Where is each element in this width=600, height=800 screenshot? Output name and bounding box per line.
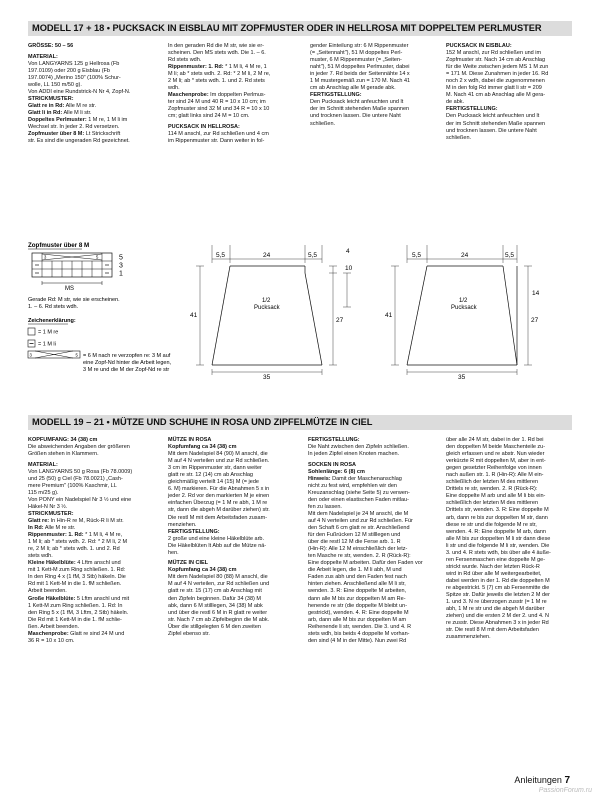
dimension-label: 35 <box>458 374 466 381</box>
text-line: noch 2 x wdh, dabei die zugenommenen <box>446 78 545 85</box>
text-line: str. Nach 7 cm ab Zipfelbeginn die M abk. <box>168 616 270 623</box>
text-line: de abk. <box>446 99 465 106</box>
subheading: PUCKSACK IN HELLROSA: <box>168 124 240 131</box>
text-line: für den Fußrücken 12 M stilllegen und <box>308 532 401 539</box>
text-line: Die Naht zwischen den Zipfeln schließen. <box>308 444 409 451</box>
legend-entry: = 1 M li <box>38 341 56 348</box>
text-line: li str und die folgende M li str, wenden. Die <box>446 542 550 549</box>
text-line: Zopfmuster über 8 M: Lt Strickschrift <box>28 131 121 138</box>
text-line: alle M bis zur doppelten M li str dann diese <box>446 535 551 542</box>
subheading: STRICKMUSTER: <box>28 95 74 102</box>
s1-column-2 <box>168 43 296 145</box>
text-line: gender Einteilung str: 6 M Rippenmuster <box>310 43 409 49</box>
text-line: 3 cm im Rippenmuster str, dann weiter <box>168 465 262 472</box>
text-line: glatt re str. 12 (14) cm ab Anschlag <box>168 472 253 479</box>
text-line: (= „Seitennaht"), 51 M doppeltes Perl- <box>310 50 403 57</box>
chart-note: Gerade Rd: M str, wie sie erscheinen. <box>28 297 120 303</box>
s1-column-1 <box>28 43 156 145</box>
text-line: über die restl 12 M die Ferse arb. 1. R <box>308 539 401 546</box>
text-line: Größen stehen in Klammern. <box>28 451 99 458</box>
chart-ms-label: MS <box>65 286 74 292</box>
chart-note: 1. – 6. Rd stets wdh. <box>28 304 79 310</box>
text-line: 197.0074) „Merino 150" (100% Schur- <box>28 74 121 81</box>
text-line: re abgestrickt. 5 (7) cm ab Fersenmitte die <box>446 584 550 591</box>
text-line: Doppeltes Perlmuster: 1 M re, 1 M li im <box>28 116 128 123</box>
text-line: str, dann die abgeh M darüber ziehen) str. <box>168 507 270 514</box>
text-line: 152 M anschl, zur Rd schließen und im <box>446 50 542 57</box>
text-line: 115 m/25 g). <box>28 489 59 496</box>
text-line: M li; ab * stets wdh. 2. Rd: * 2 M li, 2 M re, <box>168 71 271 78</box>
subheading: FERTIGSTELLUNG: <box>168 528 220 535</box>
text-line: schließlich der letzten M des mittleren <box>446 479 539 486</box>
text-line: Zipfel ebenso str. <box>168 630 210 637</box>
text-line: 1. und 3. N re überzogen zusstr (= 1 M re <box>446 599 547 606</box>
s2-column-2 <box>168 437 296 638</box>
text-line: schließen. <box>446 134 472 141</box>
text-line: den Zipfeln beginnen. Dafür 34 (38) M <box>168 595 261 602</box>
text-line: wenden. 4. R: Eine doppelte M arb, dann <box>446 528 546 535</box>
text-line: stets wdh. <box>28 553 53 560</box>
text-line: gleich erfassen und re abstr. Nun wieder <box>446 451 545 458</box>
text-line: Die restl M mit dem Arbeitsfaden zusam- <box>168 514 268 521</box>
text-line: den Ring 5 x (1 fM, 3 Lftm, 2 Stb) häkeln. <box>28 609 129 616</box>
text-line: Hinweis: Damit der Maschenanschlag <box>308 475 402 482</box>
schematic-pucksack-hellrosa <box>190 245 370 380</box>
text-line: cm ab Anschlag alle M gerade abk. <box>310 85 396 92</box>
subheading: MÜTZE IN CIEL <box>168 560 209 567</box>
text-line: str. Es sind die ungeraden Rd gezeichnet. <box>28 138 130 145</box>
text-line: 36 R = 10 x 10 cm. <box>28 637 75 644</box>
watermark: PassionForum.ru <box>538 787 592 794</box>
footer-label: Anleitungen <box>514 775 562 785</box>
chart-row-label: 3 <box>119 262 123 270</box>
s1-column-3 <box>310 43 438 128</box>
subheading: Kopfumfang ca 34 (38) cm <box>168 444 237 451</box>
svg-text:3: 3 <box>44 254 47 260</box>
text-line: In den geraden Rd die M str, wie sie er- <box>168 43 264 49</box>
text-line: fen zu lassen. <box>308 503 342 510</box>
text-line: Eine doppelte M arbeiten. Dafür den Faden vor <box>308 560 423 567</box>
text-line: Maschenprobe: Im doppelten Perlmus- <box>168 92 266 99</box>
text-line: Große Häkelblüte: 5 Lftm anschl und mit <box>28 595 130 602</box>
text-line: muster, 6 M Rippenmuster (= „Seiten- <box>310 57 402 64</box>
subheading: STRICKMUSTER: <box>28 510 74 517</box>
text-line: verkürzte R mit doppelten M, aber in ent- <box>446 458 546 465</box>
text-line: M in den folg Rd immer glatt li str = 209 <box>446 85 542 92</box>
legend-entry: eine Zopf-Nd hinter die Arbeit legen, <box>83 360 172 366</box>
text-line: Eine doppelte M arb und alle M li bis ein- <box>446 493 546 500</box>
dimension-label: 24 <box>263 252 271 259</box>
text-line: und 25 (50) g Ciel (Fb 78.0021) „Cash- <box>28 475 123 482</box>
text-line: die Arbeit legen, die 1. M li abh, M und <box>308 567 402 574</box>
text-line: str. Die restl 8 M mit dem Arbeitsfaden <box>446 627 539 634</box>
text-line: M auf 4 N verteilen, zur Rd schließen und <box>168 581 270 588</box>
text-line: Rippenmuster: 1. Rd: * 1 M li, 4 M re, <box>28 532 123 539</box>
dimension-label: 14 <box>532 290 540 297</box>
text-line: (Hin-R): Alle 12 M einschließlich der letz- <box>308 546 408 553</box>
text-line: Die Häkelblüten lt Abb auf die Mütze nä- <box>168 542 267 549</box>
text-line: Rippenmuster: 1. Rd: * 1 M li, 4 M re, 1 <box>168 64 267 71</box>
text-line: dabei werden in der 1. Rd die doppelten M <box>446 577 550 584</box>
text-line: 2 große und eine kleine Häkelblüte arb. <box>168 535 265 542</box>
chart-row-label: 1 <box>119 270 123 278</box>
text-line: ten Masche re str, wenden. 2. R (Rück-R): <box>308 553 411 560</box>
text-line: glatt re str. 15 (17) cm ab Anschlag mit <box>168 588 262 595</box>
dimension-label: 27 <box>336 317 344 324</box>
text-line: Maschenprobe: Glatt re sind 24 M und <box>28 630 125 637</box>
text-line: Faden zus abh und den Faden fest nach <box>308 574 407 581</box>
text-line: wolle, LL 150 m/50 g). <box>28 81 82 88</box>
text-line: In den Ring 4 x (1 fM, 3 Stb) häkeln. Die <box>28 574 126 581</box>
text-line: gegen gesetzter Reihenfolge von innen <box>446 465 542 472</box>
s1-column-4 <box>446 43 574 142</box>
page-footer <box>514 775 570 786</box>
text-line: diese re str und die folgende M re str, <box>446 521 537 528</box>
text-line: In Rd: Alle M re str. <box>28 525 76 532</box>
text-line: Mit dem Nadelspiel je 24 M anschl, die M <box>308 510 409 517</box>
chart-row-label: 5 <box>119 254 123 262</box>
legend-entry: 3 M re und die M der Zopf-Nd re str <box>83 367 170 373</box>
dimension-label: 4 <box>346 248 350 255</box>
piece-label: Pucksack <box>254 305 280 311</box>
text-line: Drittels str, wenden. 3. R: Eine doppelte M <box>446 507 549 514</box>
text-line: hen. <box>168 549 179 556</box>
legend-entry: = 1 M re <box>38 329 59 336</box>
text-line: 1 M li; ab * stets wdh. 2. Rd: * 2 M li, 2 M <box>28 539 128 546</box>
legend-entry: = 6 M nach re verzopfen re: 3 M auf <box>83 353 171 359</box>
text-line: stets wdh, bis beids 4 doppelte M vorhan- <box>308 630 410 637</box>
text-line: einfachen Überzug (= 1 M re abh, 1 M re <box>168 500 268 507</box>
text-line: Den Pucksack leicht anfeuchten und lt <box>446 113 540 120</box>
text-line: 114 M anschl, zur Rd schließen und 4 cm <box>168 131 269 138</box>
piece-label: Pucksack <box>451 305 477 311</box>
text-line: ziehen) und die ersten 2 M der 2. und 4. N <box>446 613 550 620</box>
text-line: Glatt re: In Hin-R re M, Rück-R li M str. <box>28 518 124 525</box>
text-line: und trocknen lassen. Die untere Naht <box>310 113 401 120</box>
text-line: wenden. 3. R: Eine doppelte M arbeiten, <box>308 588 407 595</box>
text-line: für die Weite zwischen jedem MS 1 M zun <box>446 64 549 71</box>
s2-column-3 <box>308 437 436 645</box>
text-line: zusammenziehen. <box>446 634 491 641</box>
svg-text:3: 3 <box>29 352 32 358</box>
text-line: cm; glatt links sind 24 M = 10 cm. <box>168 113 250 120</box>
subheading: FERTIGSTELLUNG: <box>310 92 362 99</box>
text-line: re zusstr. Diese Abnahmen 3 x in jeder Rd <box>446 620 549 627</box>
text-line: Drittels re str, wenden. 2. R (Rück-R): <box>446 486 538 493</box>
cable-chart-area <box>28 238 172 388</box>
text-line: 2 M li; ab * stets wdh. 1. und 2. Rd stets <box>168 78 265 85</box>
text-line: 197.0109) oder 200 g Eisblau (Fb <box>28 67 110 74</box>
dimension-label: 5,5 <box>308 252 318 259</box>
text-line: Reihenende li str, wenden. Die 3. und 4. R <box>308 623 412 630</box>
svg-text:5: 5 <box>96 254 99 260</box>
text-line: Über die stillgelegten 6 M den zweiten <box>168 623 261 630</box>
text-line: scheinen. Den MS stets wdh. Die 1. – 6. <box>168 50 266 57</box>
text-line: mit 1 Kett-M zum Ring schließen. 1. Rd: <box>28 567 126 574</box>
text-line: nach außen str. 1. R (Hin-R): Alle M ein- <box>446 472 544 479</box>
text-line: = 171 M. Diese Zunahmen in jeder 16. Rd <box>446 71 549 78</box>
chart-title: Zopfmuster über 8 M <box>28 242 90 249</box>
dimension-label: 5,5 <box>216 252 226 259</box>
text-line: menziehen. <box>168 521 197 528</box>
text-line: abk, dann 6 M stilllegen, 34 (38) M abk <box>168 602 263 609</box>
knit-stitch-symbol <box>28 328 35 335</box>
text-line: und über die restl 6 M in R glatt re weiter <box>168 609 268 616</box>
text-line: wdh. <box>168 85 180 92</box>
text-line: hinten ziehen. Anschließend alle M li str, <box>308 581 406 588</box>
text-line: Zopfmuster str. Nach 14 cm ab Anschlag <box>446 57 546 64</box>
section-title-modell-19-21: MODELL 19 – 21 • MÜTZE UND SCHUHE IN ROSA UND ZIPFELMÜTZE IN CIEL <box>28 415 572 430</box>
text-line: ren Fersenmaschen eine doppelte M ge- <box>446 556 546 563</box>
text-line: Rd stets wdh. <box>168 57 202 64</box>
subheading: FERTIGSTELLUNG: <box>446 106 498 113</box>
text-line: Die abweichenden Angaben der größeren <box>28 444 130 451</box>
text-line: im Rippenmuster str. Dann weiter in fol- <box>168 138 265 145</box>
text-line: Von LANGYARNS 125 g Hellrosa (Fb <box>28 60 120 67</box>
text-line: mere Premium" (100% Kaschmir, LL <box>28 482 117 489</box>
chart-grid <box>32 253 112 277</box>
subheading: MÜTZE IN ROSA <box>168 437 212 443</box>
s2-column-4 <box>446 437 574 641</box>
text-line: Häkel-N Nr 3 ½. <box>28 503 68 510</box>
text-line: Glatt li in Rd: Alle M li str. <box>28 109 92 116</box>
dimension-label: 10 <box>345 265 353 272</box>
text-line: Kreuzanschlag (siehe Seite 5) zu verwen- <box>308 489 410 496</box>
text-line: M auf 4 N verteilen und zur Rd schließen. <box>168 458 270 465</box>
text-line: den oder einen elastischen Faden mitlau- <box>308 496 409 503</box>
text-line: strickt wurde. Nach der letzten Rück-R <box>446 563 540 570</box>
text-line: Mit dem Nadelspiel 84 (90) M anschl, die <box>168 451 268 458</box>
subheading: Sohlenlänge: 6 (8) cm <box>308 468 365 475</box>
piece-label: 1/2 <box>262 298 271 304</box>
text-line: abh, 1 M re str und die abgeh M darüber <box>446 606 545 613</box>
text-line: Glatt re in Rd: Alle M re str. <box>28 102 97 109</box>
text-line: wird in Rd über alle M weitergearbeitet, <box>446 570 542 577</box>
subheading: MATERIAL: <box>28 461 58 468</box>
text-line: Rd mit 1 Kett-M in die 1. fM schließen. <box>28 581 122 588</box>
text-line: den sind (4 M in der Mitte). Nun zwei Rd <box>308 637 407 644</box>
text-line: und trocknen lassen. Die untere Naht <box>446 127 537 134</box>
page-number: 7 <box>564 775 570 786</box>
dimension-label: 41 <box>385 312 393 319</box>
text-line: In jeden Zipfel einen Knoten machen. <box>308 451 400 458</box>
text-line: henende re str (die doppelte M bleibt un- <box>308 602 408 609</box>
subheading: GRÖSSE: 50 – 56 <box>28 43 74 49</box>
subheading: Kopfumfang ca 34 (38) cm <box>168 567 237 574</box>
subheading: MATERIAL: <box>28 53 58 60</box>
text-line: Den Pucksack leicht anfeuchten und lt <box>310 99 404 106</box>
text-line: gleichmäßig verteilt 14 (15) M (= jede <box>168 479 259 486</box>
dimension-label: 5,5 <box>412 252 422 259</box>
text-line: Kleine Häkelblüte: 4 Lftm anschl und <box>28 560 121 567</box>
text-line: Die Rd mit 1 Kett-M in die 1. fM schlie- <box>28 616 122 623</box>
text-line: Wechsel str. In jeder 2. Rd versetzen. <box>28 124 120 131</box>
text-line: arb, dann re bis zur doppelten M str, dann <box>446 514 548 521</box>
subheading: SOCKEN IN ROSA <box>308 461 356 468</box>
text-line: ßen. Arbeit beenden. <box>28 623 80 630</box>
dimension-label: 24 <box>461 252 469 259</box>
text-line: jeder 2. Rd vor den markierten M je einen <box>168 493 270 500</box>
text-line: 3. und 4. R stets wdh, bis über alle 4 äuße- <box>446 549 551 556</box>
text-line: den doppelten M beide Maschenteile zu- <box>446 444 546 451</box>
text-line: naht"), 51 M doppeltes Perlmuster, dabei <box>310 64 410 71</box>
text-line: der im Schnitt stehenden Maße spannen <box>310 106 410 113</box>
s2-column-1 <box>28 437 156 645</box>
dimension-label: 27 <box>531 317 539 324</box>
subheading: PUCKSACK IN EISBLAU: <box>446 43 512 49</box>
text-line: gestrickt), wenden. 4. R: Eine doppelte M <box>308 609 409 616</box>
text-line: re, 2 M li; ab * stets wdh. 1. und 2. Rd <box>28 546 120 553</box>
text-line: Spitze str. Dafür jeweils die letzten 2 M der <box>446 592 550 599</box>
text-line: ter sind 24 M und 40 R = 10 x 10 cm; im <box>168 99 266 106</box>
text-line: in jeder 7. Rd beids der Seitennähte 14 x <box>310 71 410 78</box>
text-line: schließlich der letzten M des mittleren <box>446 500 539 507</box>
text-line: auf 4 N verteilen und zur Rd schließen. Für <box>308 518 413 525</box>
text-line: den Schaft 6 cm glatt re str. Anschließend <box>308 525 410 532</box>
text-line: Mit dem Nadelspiel 80 (88) M anschl, die <box>168 574 268 581</box>
text-line: 1 M mustergemäß zun = 170 M. Nach 41 <box>310 78 411 85</box>
legend-title: Zeichenerklärung: <box>28 318 76 324</box>
section-title-modell-17-18: MODELL 17 + 18 • PUCKSACK IN EISBLAU MIT ZOPFMUSTER ODER IN HELLROSA MIT DOPPELTEM PERLMUSTER <box>28 21 572 36</box>
text-line: 6. M) markieren. Für die Abnahmen 5 x in <box>168 486 270 493</box>
schematic-pucksack-eisblau <box>385 245 555 380</box>
text-line: Von LANGYARNS 50 g Rosa (Fb 78.0009) <box>28 468 133 475</box>
text-line: Von ADDI eine Rundstrick-N Nr 4, Zopf-N. <box>28 88 131 95</box>
text-line: dann alle M bis zur doppelten M am Re- <box>308 595 406 602</box>
text-line: Von PONY ein Nadelspiel Nr 3 ½ und eine <box>28 496 132 503</box>
subheading: KOPFUMFANG: 34 (38) cm <box>28 437 98 443</box>
subheading: FERTIGSTELLUNG: <box>308 437 360 443</box>
text-line: schließen. <box>310 120 336 127</box>
dimension-label: 35 <box>263 374 271 381</box>
text-line: Zopfmuster sind 32 M und 34 R = 10 x 10 <box>168 106 270 113</box>
text-line: 1 Kett-M zum Ring schließen. 1. Rd: In <box>28 602 123 609</box>
text-line: Arbeit beenden. <box>28 588 67 595</box>
text-line: M. Nach 41 cm ab Anschlag alle M gera- <box>446 92 546 99</box>
text-line: über alle 24 M str, dabei in der 1. Rd bei <box>446 437 544 443</box>
piece-label: 1/2 <box>459 298 468 304</box>
text-line: der im Schnitt stehenden Maße spannen <box>446 120 546 127</box>
svg-text:5: 5 <box>75 352 78 358</box>
text-line: nicht zu fest wird, empfehlen wir den <box>308 482 397 489</box>
dimension-label: 41 <box>190 312 198 319</box>
dimension-label: 5,5 <box>505 252 515 259</box>
text-line: arb, dann alle M bis zur doppelten M am <box>308 616 407 623</box>
